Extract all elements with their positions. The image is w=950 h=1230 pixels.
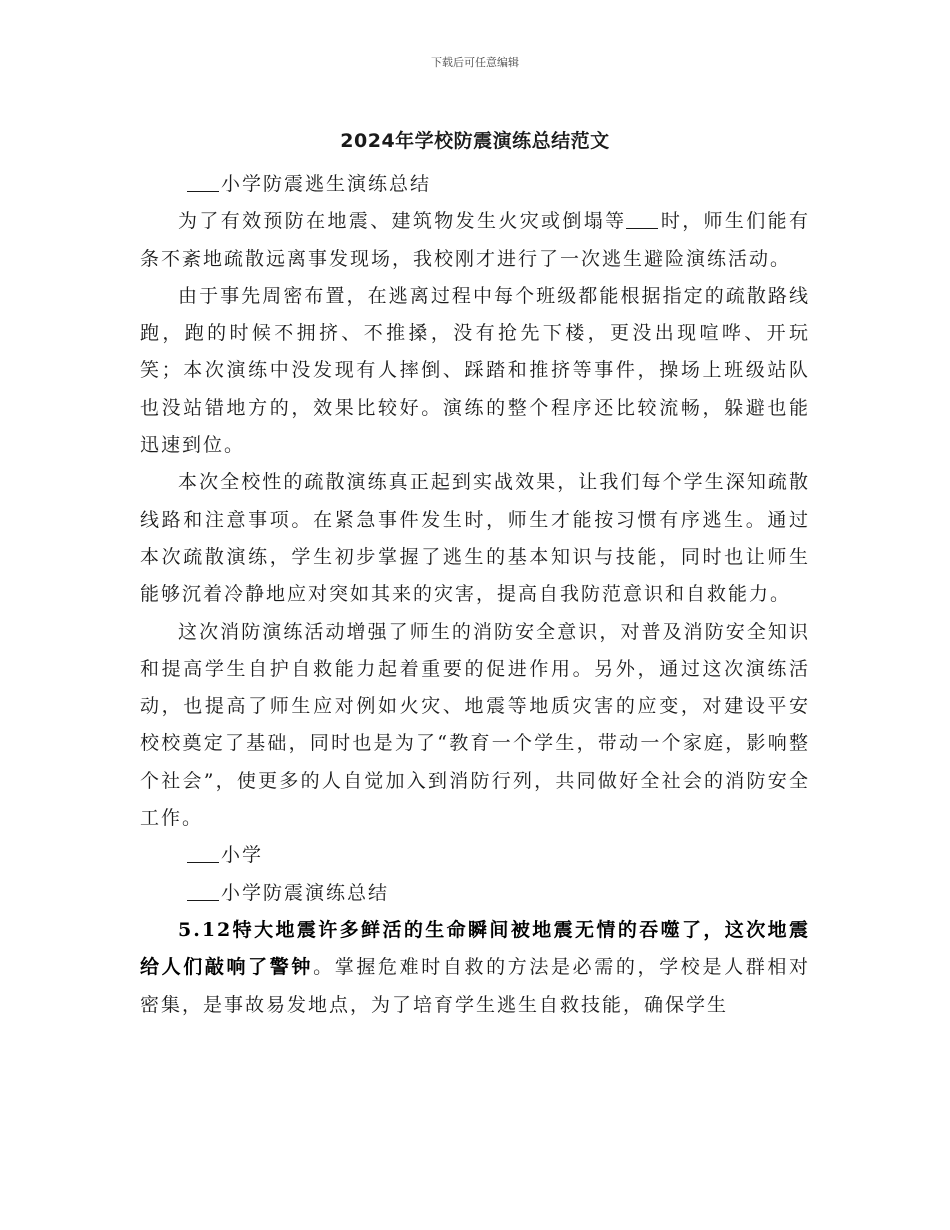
paragraph-5 bbox=[140, 912, 810, 1024]
section-label-text: 小学防震逃生演练总结 bbox=[221, 173, 432, 195]
signature-label-text: 小学 bbox=[221, 844, 264, 867]
section-label bbox=[140, 166, 810, 203]
header-note: 下载后可任意编辑 bbox=[431, 56, 519, 69]
paragraph-1-start: 为了有效预防在地震、建筑物发生火灾或倒塌等 bbox=[178, 210, 627, 233]
section-label-2 bbox=[140, 875, 810, 912]
blank-underline bbox=[626, 210, 658, 229]
paragraph-5-bold: 5.12特大地震许多鲜活的生命瞬间被地震无情的吞噬了，这次地震给人们敲响了警钟 bbox=[140, 918, 810, 979]
paragraph-3: 本次全校性的疏散演练真正起到实战效果，让我们每个学生深知疏散线路和注意事项。在紧急事件发生时，师生才能按习惯有序逃生。通过本次疏散演练，学生初步掌握了逃生的基本知识与技能，同时也让师生能够沉着冷静地应对突如其来的灾害，提高自我防范意识和自救能力。 bbox=[140, 471, 810, 606]
signature-label bbox=[140, 837, 810, 874]
document-body bbox=[140, 166, 810, 1024]
paragraph-2: 由于事先周密布置，在逃离过程中每个班级都能根据指定的疏散路线跑，跑的时候不拥挤、不推搡，没有抢先下楼，更没出现喧哗、开玩笑；本次演练中没发现有人摔倒、踩踏和推挤等事件，操场上班级站队也没站错地方的，效果比较好。演练的整个程序还比较流畅，躲避也能迅速到位。 bbox=[140, 284, 810, 457]
blank-underline bbox=[187, 173, 219, 192]
paragraph-1-end: 时，师生们能有条不紊地疏散远离事发现场，我校刚才进行了一次逃生避险演练活动。 bbox=[140, 210, 810, 270]
blank-underline bbox=[187, 844, 219, 863]
blank-underline bbox=[187, 882, 219, 901]
section-label-2-text: 小学防震演练总结 bbox=[221, 881, 390, 904]
paragraph-1 bbox=[140, 203, 810, 278]
document-title: 2024年学校防震演练总结范文 bbox=[340, 130, 610, 152]
paragraph-4: 这次消防演练活动增强了师生的消防安全意识，对普及消防安全知识和提高学生自护自救能力起着重要的促进作用。另外，通过这次演练活动，也提高了师生应对例如火灾、地震等地质灾害的应变，对建设平安校校奠定了基础，同时也是为了“教育一个学生，带动一个家庭，影响整个社会”，使更多的人自觉加入到消防行列，共同做好全社会的消防安全工作。 bbox=[140, 620, 810, 830]
paragraph-5-rest: 。掌握危难时自救的方法是必需的，学校是人群相对密集，是事故易发地点，为了培育学生逃生自救技能，确保学生 bbox=[140, 956, 810, 1016]
